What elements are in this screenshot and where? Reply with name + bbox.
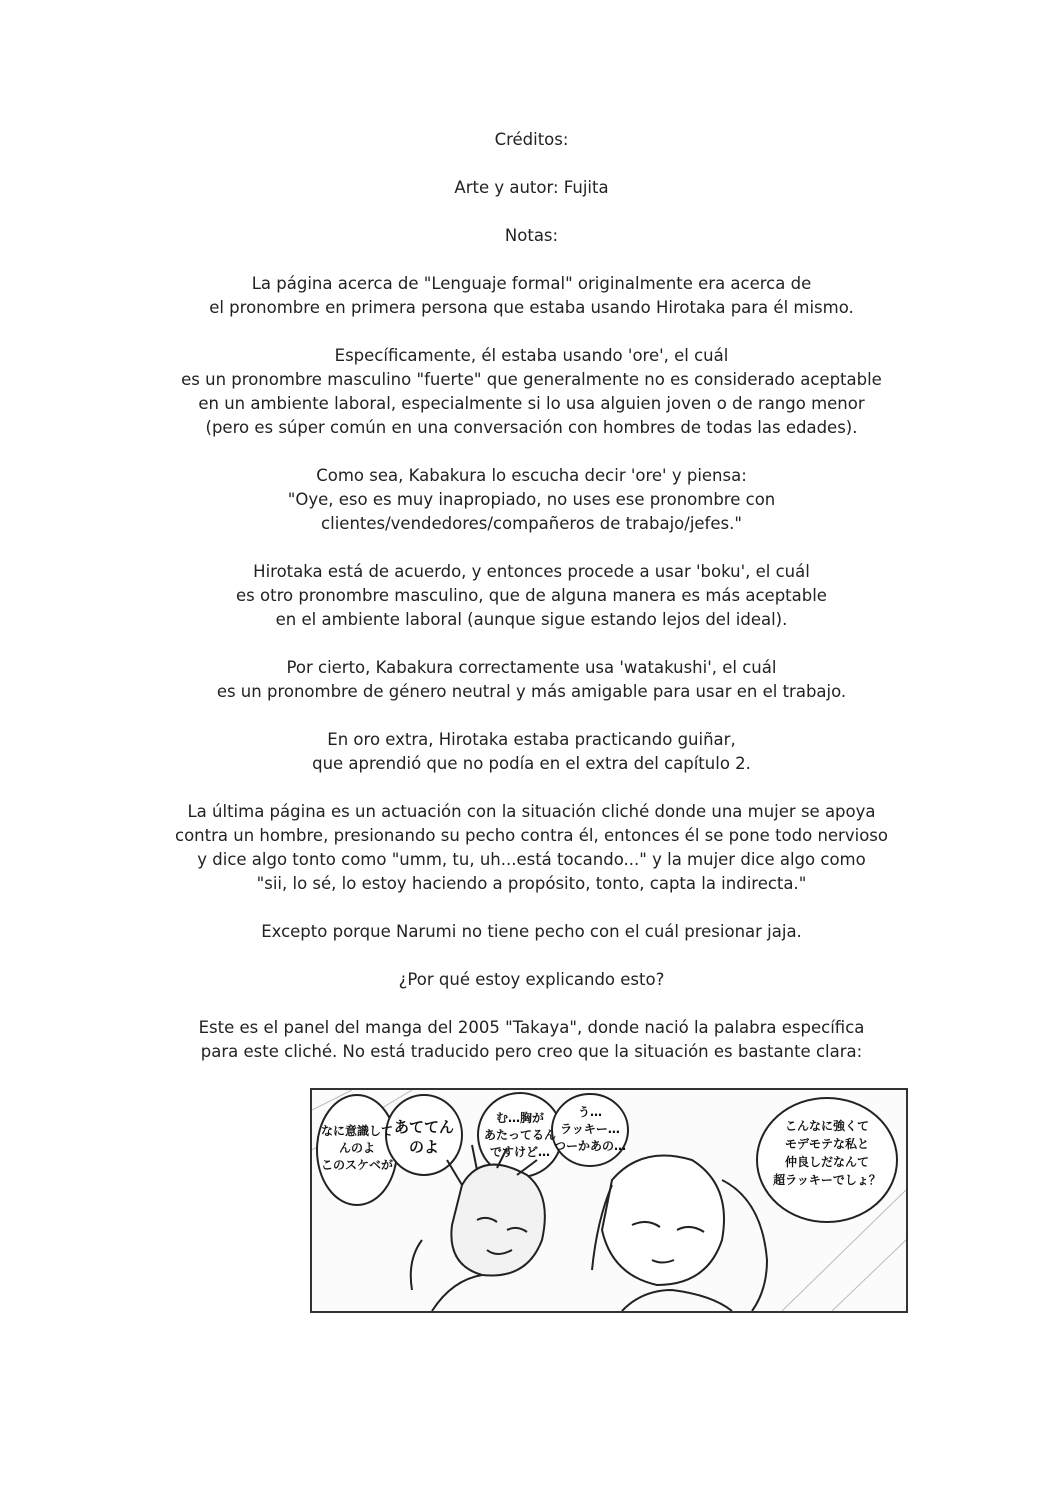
- paragraph-line: contra un hombre, presionando su pecho contra él, entonces él se pone todo nervioso: [175, 826, 888, 845]
- bubble-2-line: あててん: [393, 1118, 455, 1136]
- paragraph-line: ¿Por qué estoy explicando esto?: [398, 970, 665, 989]
- paragraph-line: Hirotaka está de acuerdo, y entonces procede a usar 'boku', el cuál: [253, 562, 810, 581]
- bubble-5-line: 超ラッキーでしょ？: [773, 1173, 881, 1187]
- bubble-1-line: んのよ: [338, 1141, 376, 1155]
- paragraph-line: clientes/vendedores/compañeros de trabajo/jefes.": [321, 514, 742, 533]
- paragraph-line: "sii, lo sé, lo estoy haciendo a propósito, tonto, capta la indirecta.": [256, 874, 807, 893]
- art-author-credit: Arte y autor: Fujita: [454, 178, 609, 197]
- bubble-4-line: つーかあの…: [553, 1139, 627, 1153]
- paragraph-line: Específicamente, él estaba usando 'ore', el cuál: [334, 346, 729, 365]
- paragraph-line: que aprendió que no podía en el extra del capítulo 2.: [312, 754, 751, 773]
- bubble-4-line: う…: [577, 1105, 603, 1119]
- bubble-2-line: のよ: [408, 1138, 440, 1156]
- bubble-5-line: モデモテな私と: [784, 1137, 870, 1151]
- bubble-5-line: こんなに強くて: [784, 1119, 870, 1133]
- manga-panel-image: [310, 1088, 908, 1313]
- notes-title: Notas:: [504, 226, 559, 245]
- paragraph-line: La página acerca de "Lenguaje formal" originalmente era acerca de: [251, 274, 812, 293]
- paragraph-line: La última página es un actuación con la situación cliché donde una mujer se apoya: [187, 802, 876, 821]
- bubble-1-line: このスケベが: [320, 1158, 394, 1172]
- paragraph-line: (pero es súper común en una conversación con hombres de todas las edades).: [205, 418, 858, 437]
- manga-illustration: [312, 1090, 906, 1311]
- paragraph-line: para este cliché. No está traducido pero creo que la situación es bastante clara:: [200, 1042, 863, 1061]
- bubble-4-line: ラッキー…: [560, 1122, 620, 1136]
- paragraph-line: es un pronombre masculino "fuerte" que generalmente no es considerado aceptable: [181, 370, 882, 389]
- notes-page-text: [0, 128, 1063, 1064]
- paragraph-line: es otro pronombre masculino, que de alguna manera es más aceptable: [236, 586, 827, 605]
- paragraph-line: en el ambiente laboral (aunque sigue estando lejos del ideal).: [275, 610, 788, 629]
- paragraph-line: y dice algo tonto como "umm, tu, uh...está tocando..." y la mujer dice algo como: [197, 850, 866, 869]
- paragraph-line: en un ambiente laboral, especialmente si lo usa alguien joven o de rango menor: [198, 394, 865, 413]
- bubble-3-line: あたってるん: [483, 1128, 557, 1142]
- girl-character-drawing: [592, 1156, 767, 1312]
- paragraph-line: Por cierto, Kabakura correctamente usa 'watakushi', el cuál: [286, 658, 777, 677]
- paragraph-line: Excepto porque Narumi no tiene pecho con el cuál presionar jaja.: [261, 922, 802, 941]
- paragraph-line: Como sea, Kabakura lo escucha decir 'ore' y piensa:: [316, 466, 747, 485]
- paragraph-line: es un pronombre de género neutral y más amigable para usar en el trabajo.: [216, 682, 847, 701]
- bubble-1-line: なに意識して: [320, 1124, 394, 1138]
- credits-title: Créditos:: [494, 130, 569, 149]
- paragraph-line: En oro extra, Hirotaka estaba practicando guiñar,: [327, 730, 736, 749]
- bubble-3-line: む…胸が: [495, 1111, 545, 1125]
- paragraph-line: el pronombre en primera persona que estaba usando Hirotaka para él mismo.: [209, 298, 854, 317]
- paragraph-line: Este es el panel del manga del 2005 "Takaya", donde nació la palabra específica: [198, 1018, 865, 1037]
- bubble-5-line: 仲良しだなんて: [784, 1155, 870, 1169]
- paragraph-line: "Oye, eso es muy inapropiado, no uses ese pronombre con: [287, 490, 776, 509]
- bubble-3-line: ですけど…: [489, 1145, 551, 1159]
